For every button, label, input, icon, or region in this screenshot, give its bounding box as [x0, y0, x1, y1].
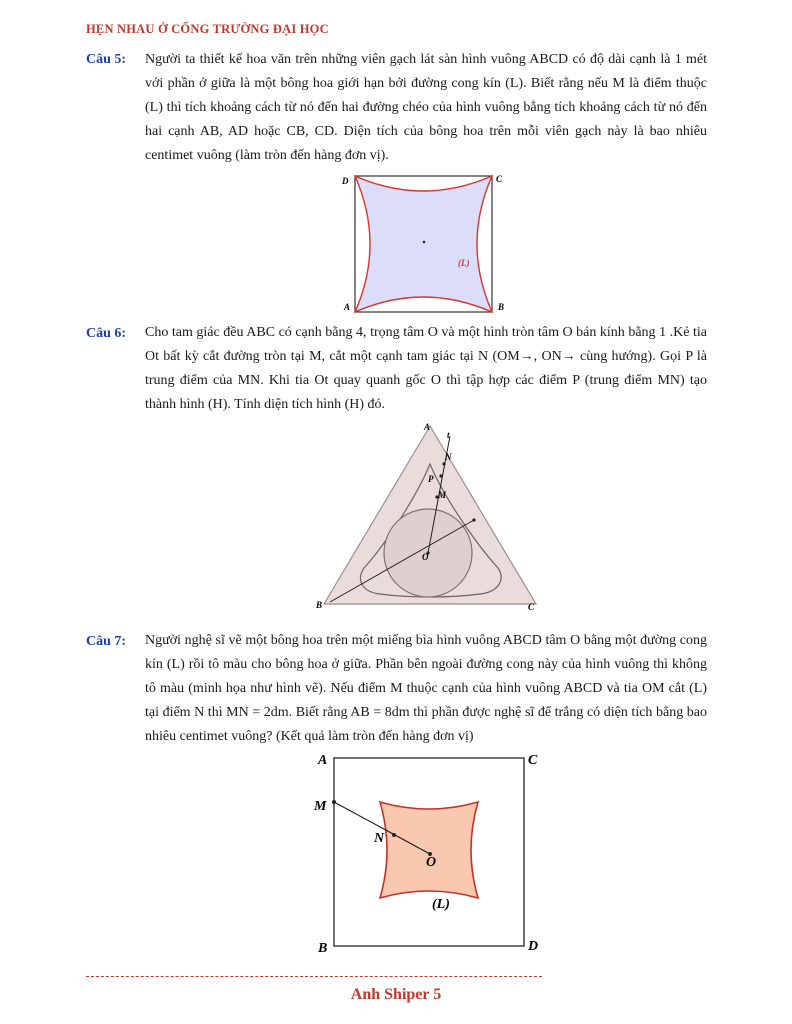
q6-label-a: A	[424, 422, 431, 432]
question-6-label: Câu 6:	[86, 326, 127, 341]
q6-label-n: N	[445, 452, 452, 462]
q7-label-n: N	[374, 831, 385, 846]
q7-label-m: M	[314, 799, 327, 814]
figure-q6	[310, 418, 550, 616]
question-6-text: Cho tam giác đều ABC có cạnh bằng 4, trọng tâm O và một hình tròn tâm O bán kính bằng 1 .Kẻ tia Ot bất kỳ cắt đường tròn tại M, cắt một cạnh tam giác tại N (OM→, ON→ cùng hướng). Gọi P là trung điểm của MN. Khi tia Ot quay quanh gốc O thì tập hợp các điểm P (trung điểm MN) tạo thành hình (H). Tính diện tích hình (H) đó.	[145, 325, 707, 412]
q5-center-dot	[423, 241, 426, 244]
q7-label-c: C	[528, 753, 538, 768]
q6-label-p: P	[428, 474, 434, 484]
q7-flower-curve	[380, 802, 478, 898]
question-5-text: Người ta thiết kế hoa văn trên những viên gạch lát sàn hình vuông ABCD có độ dài cạnh là 1 mét với phần ở giữa là một bông hoa giới hạn bởi đường cong kín (L). Biết rằng nếu M là điểm thuộc (L) thì tích khoảng cách từ nó đến hai đường chéo của hình vuông bằng tích khoảng cách từ nó đến hai cạnh AB, AD hoặc CB, CD. Diện tích của bông hoa trên mỗi viên gạch này là bao nhiêu centimet vuông (làm tròn đến hàng đơn vị).	[145, 52, 707, 163]
page-header: HẸN NHAU Ở CỔNG TRƯỜNG ĐẠI HỌC	[86, 22, 329, 36]
q7-label-curve: (L)	[432, 897, 450, 912]
question-5-label: Câu 5:	[86, 52, 127, 67]
q5-label-a: A	[344, 302, 351, 312]
q7-point-m	[332, 800, 336, 804]
q7-point-n	[392, 833, 396, 837]
q6-label-c: C	[528, 602, 535, 612]
q7-label-d: D	[528, 939, 539, 954]
figure-q7	[306, 748, 550, 958]
q7-label-o: O	[426, 855, 437, 870]
q7-label-a: A	[318, 753, 328, 768]
q5-flower-curve	[355, 176, 492, 312]
q6-point-e	[472, 518, 475, 521]
q6-label-b: B	[316, 600, 323, 610]
q6-point-n	[442, 462, 445, 465]
q6-label-o: O	[422, 552, 429, 562]
q5-label-curve: (L)	[458, 258, 470, 268]
question-7-text: Người nghệ sĩ vẽ một bông hoa trên một miếng bìa hình vuông ABCD tâm O bằng một đường cong kín (L) rồi tô màu cho bông hoa ở giữa. Phần bên ngoài đường cong này của hình vuông thì không tô màu (minh họa như hình vẽ). Nếu điểm M thuộc cạnh của hình vuông ABCD và tia OM cắt (L) tại điểm N thì MN = 2dm. Biết rằng AB = 8dm thì phần được nghệ sĩ để trắng có diện tích bằng bao nhiêu centimet vuông? (Kết quả làm tròn đến hàng đơn vị)	[145, 633, 707, 744]
q7-label-b: B	[318, 941, 328, 956]
q5-label-b: B	[498, 302, 505, 312]
q5-label-d: D	[342, 176, 349, 186]
footer-divider	[86, 976, 542, 977]
figure-q5	[336, 168, 508, 316]
q6-point-p	[439, 474, 442, 477]
q5-label-c: C	[496, 174, 503, 184]
question-7-label: Câu 7:	[86, 634, 127, 649]
q6-label-t: t	[447, 430, 450, 440]
q6-label-m: M	[438, 490, 447, 500]
page-footer: Anh Shiper 5	[350, 986, 442, 1003]
